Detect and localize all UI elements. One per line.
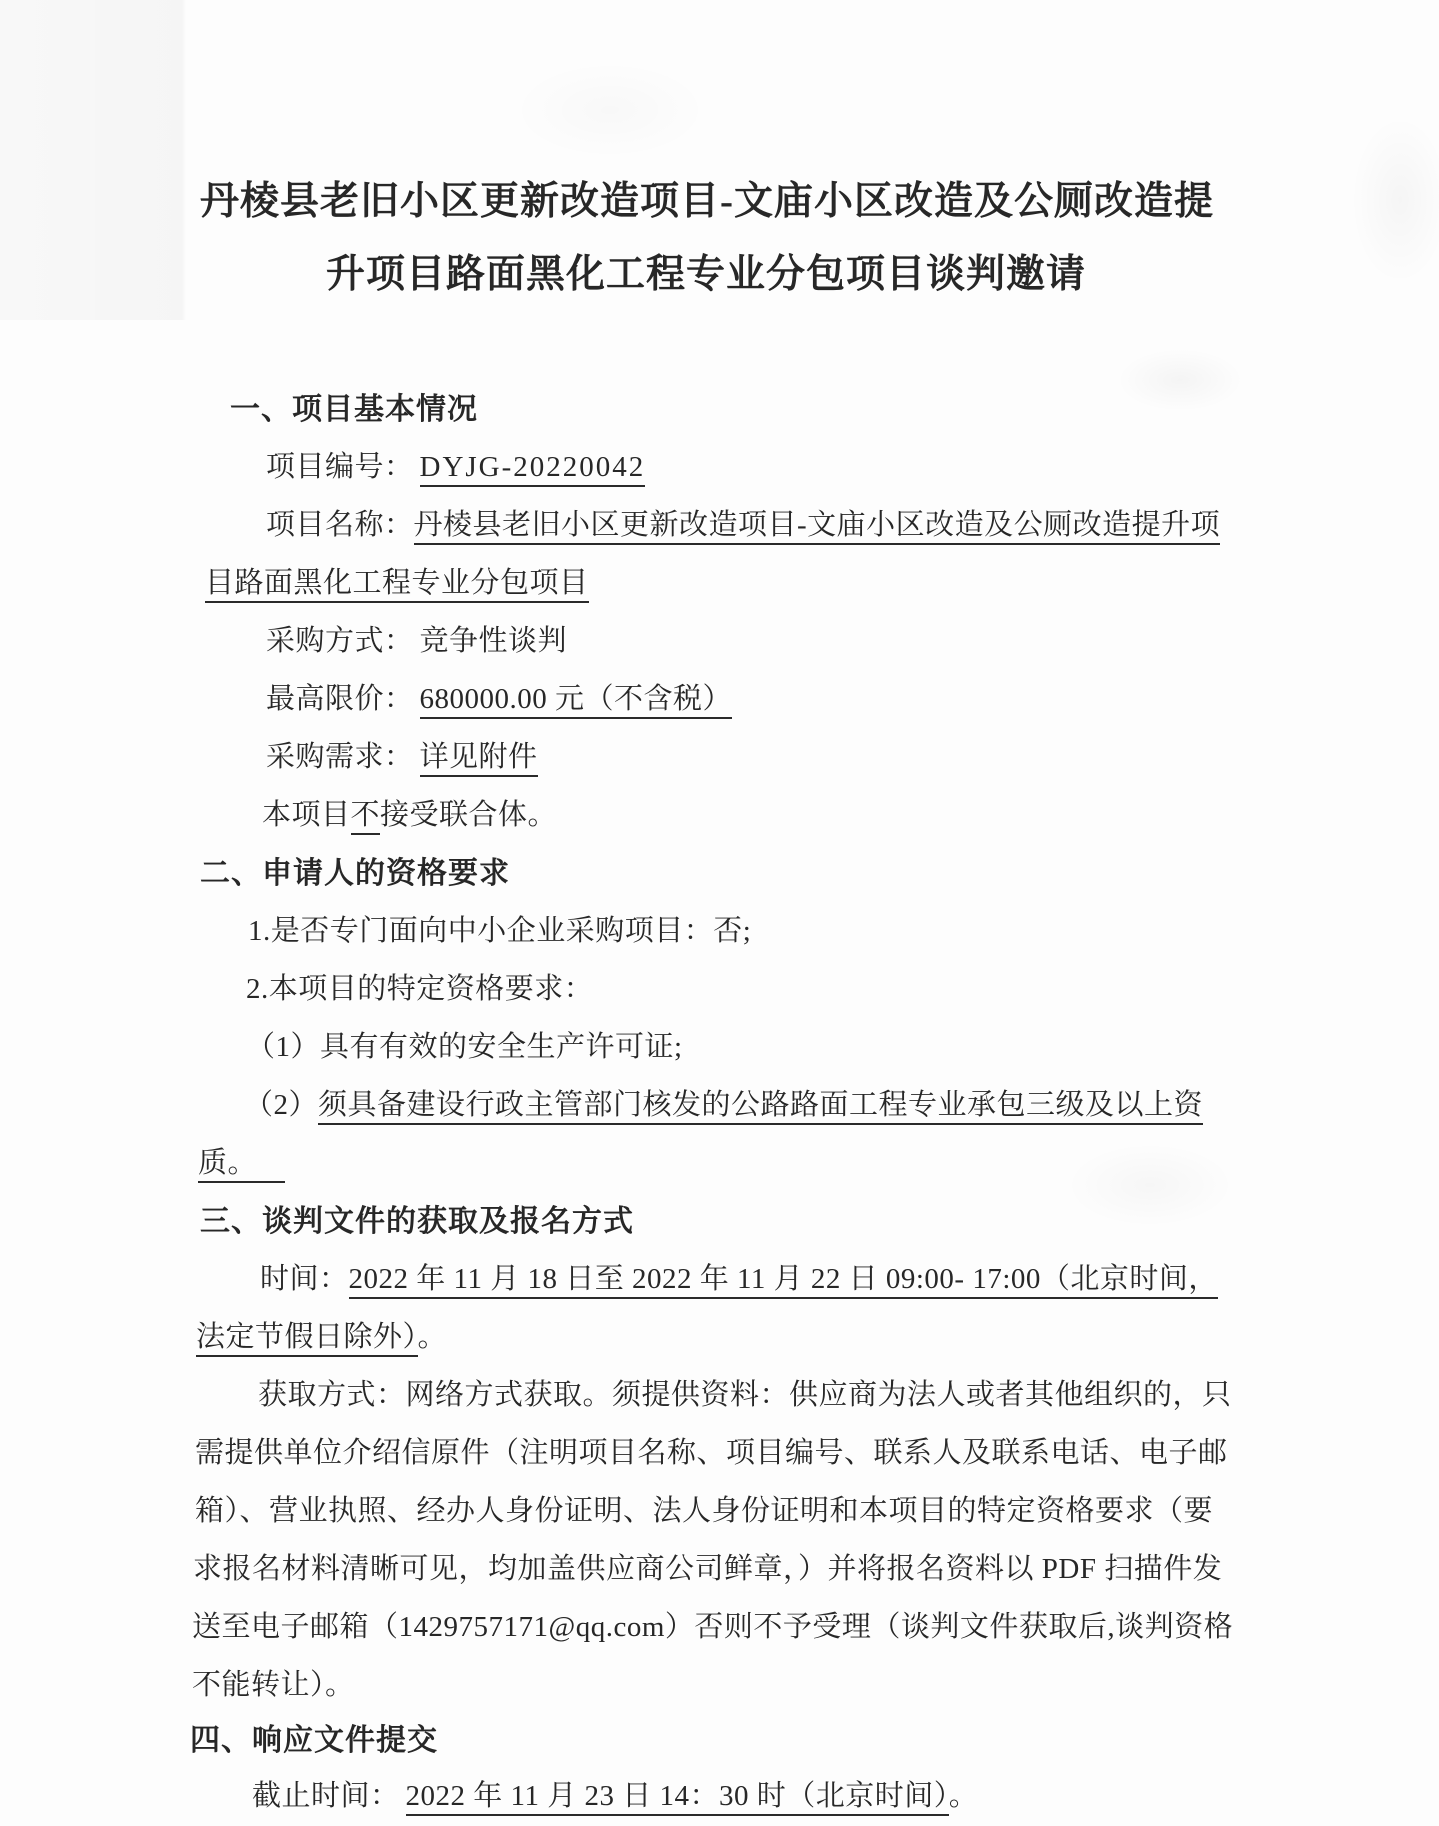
- max-price-value: 680000.00 元（不含税）: [420, 683, 733, 719]
- qualification-item-1: 1.是否专门面向中小企业采购项目：否;: [248, 915, 752, 947]
- project-name-line-2: [205, 564, 589, 602]
- acquisition-line-6: 不能转让）。: [192, 1669, 355, 1701]
- section-2-heading: 二、申请人的资格要求: [200, 857, 510, 890]
- max-price-line: [266, 680, 732, 718]
- joint-venture-pre: 本项目: [262, 799, 351, 831]
- qualification-item-4-pre: （2）: [244, 1089, 319, 1121]
- project-name-value-1: 丹棱县老旧小区更新改造项目-文庙小区改造及公厕改造提升项: [414, 509, 1221, 545]
- acquisition-line-3: 箱）、营业执照、经办人身份证明、法人身份证明和本项目的特定资格要求（要: [195, 1495, 1214, 1527]
- joint-venture-post: 接受联合体。: [380, 799, 558, 831]
- qualification-item-4-line-1: [244, 1086, 1203, 1124]
- qualification-item-4-underlined-1: 须具备建设行政主管部门核发的公路路面工程专业承包三级及以上资: [318, 1089, 1203, 1125]
- section-1-heading: 一、项目基本情况: [230, 393, 478, 426]
- time-line-1: [260, 1260, 1218, 1298]
- acquisition-line-4: 求报名材料清晰可见，均加盖供应商公司鲜章，）并将报名资料以 PDF 扫描件发: [193, 1553, 1223, 1585]
- time-label: 时间：: [260, 1263, 349, 1295]
- acquisition-line-1: 获取方式：网络方式获取。须提供资料：供应商为法人或者其他组织的，只: [258, 1379, 1232, 1411]
- section-4-heading: 四、响应文件提交: [190, 1724, 438, 1757]
- procurement-demand-label: 采购需求：: [266, 741, 414, 773]
- time-underlined-2: 法定节假日除外）: [196, 1321, 418, 1357]
- document-title-line-2: 升项目路面黑化工程专业分包项目谈判邀请: [325, 253, 1086, 296]
- time-suffix: 。: [417, 1321, 448, 1353]
- section-3-heading: 三、谈判文件的获取及报名方式: [200, 1205, 634, 1238]
- project-code-line: [266, 448, 645, 486]
- procurement-method-value: 竞争性谈判: [419, 625, 568, 657]
- procurement-method-line: [266, 622, 567, 660]
- max-price-label: 最高限价：: [266, 683, 414, 715]
- time-line-2: [196, 1318, 447, 1356]
- procurement-method-label: 采购方式：: [266, 625, 414, 657]
- joint-venture-line: [262, 796, 557, 834]
- joint-venture-emph: 不: [351, 799, 381, 835]
- deadline-line: [252, 1777, 978, 1815]
- project-code-value: DYJG-20220042: [420, 451, 646, 487]
- deadline-suffix: 。: [948, 1780, 979, 1812]
- qualification-item-3: （1）具有有效的安全生产许可证;: [246, 1031, 683, 1063]
- project-name-label: 项目名称：: [266, 509, 414, 541]
- time-underlined-1: 2022 年 11 月 18 日至 2022 年 11 月 22 日 09:00- 17:00（北京时间，: [349, 1263, 1218, 1299]
- deadline-label: 截止时间：: [252, 1780, 400, 1812]
- project-name-line-1: [266, 506, 1220, 544]
- deadline-value: 2022 年 11 月 23 日 14：30 时（北京时间）: [406, 1780, 949, 1816]
- procurement-demand-line: [266, 738, 538, 776]
- document-title-line-1: 丹棱县老旧小区更新改造项目-文庙小区改造及公厕改造提: [200, 180, 1214, 223]
- qualification-item-2: 2.本项目的特定资格要求：: [246, 973, 594, 1005]
- project-code-label: 项目编号：: [266, 451, 414, 483]
- qualification-item-4-line-2: [198, 1144, 285, 1182]
- acquisition-line-2: 需提供单位介绍信原件（注明项目名称、项目编号、联系人及联系电话、电子邮: [195, 1437, 1228, 1469]
- project-name-value-2: 目路面黑化工程专业分包项目: [205, 567, 589, 603]
- procurement-demand-value: 详见附件: [420, 741, 538, 777]
- qualification-item-4-underlined-2: 质。: [198, 1147, 285, 1183]
- acquisition-line-5: 送至电子邮箱（1429757171@qq.com）否则不予受理（谈判文件获取后,谈判资格: [192, 1611, 1234, 1643]
